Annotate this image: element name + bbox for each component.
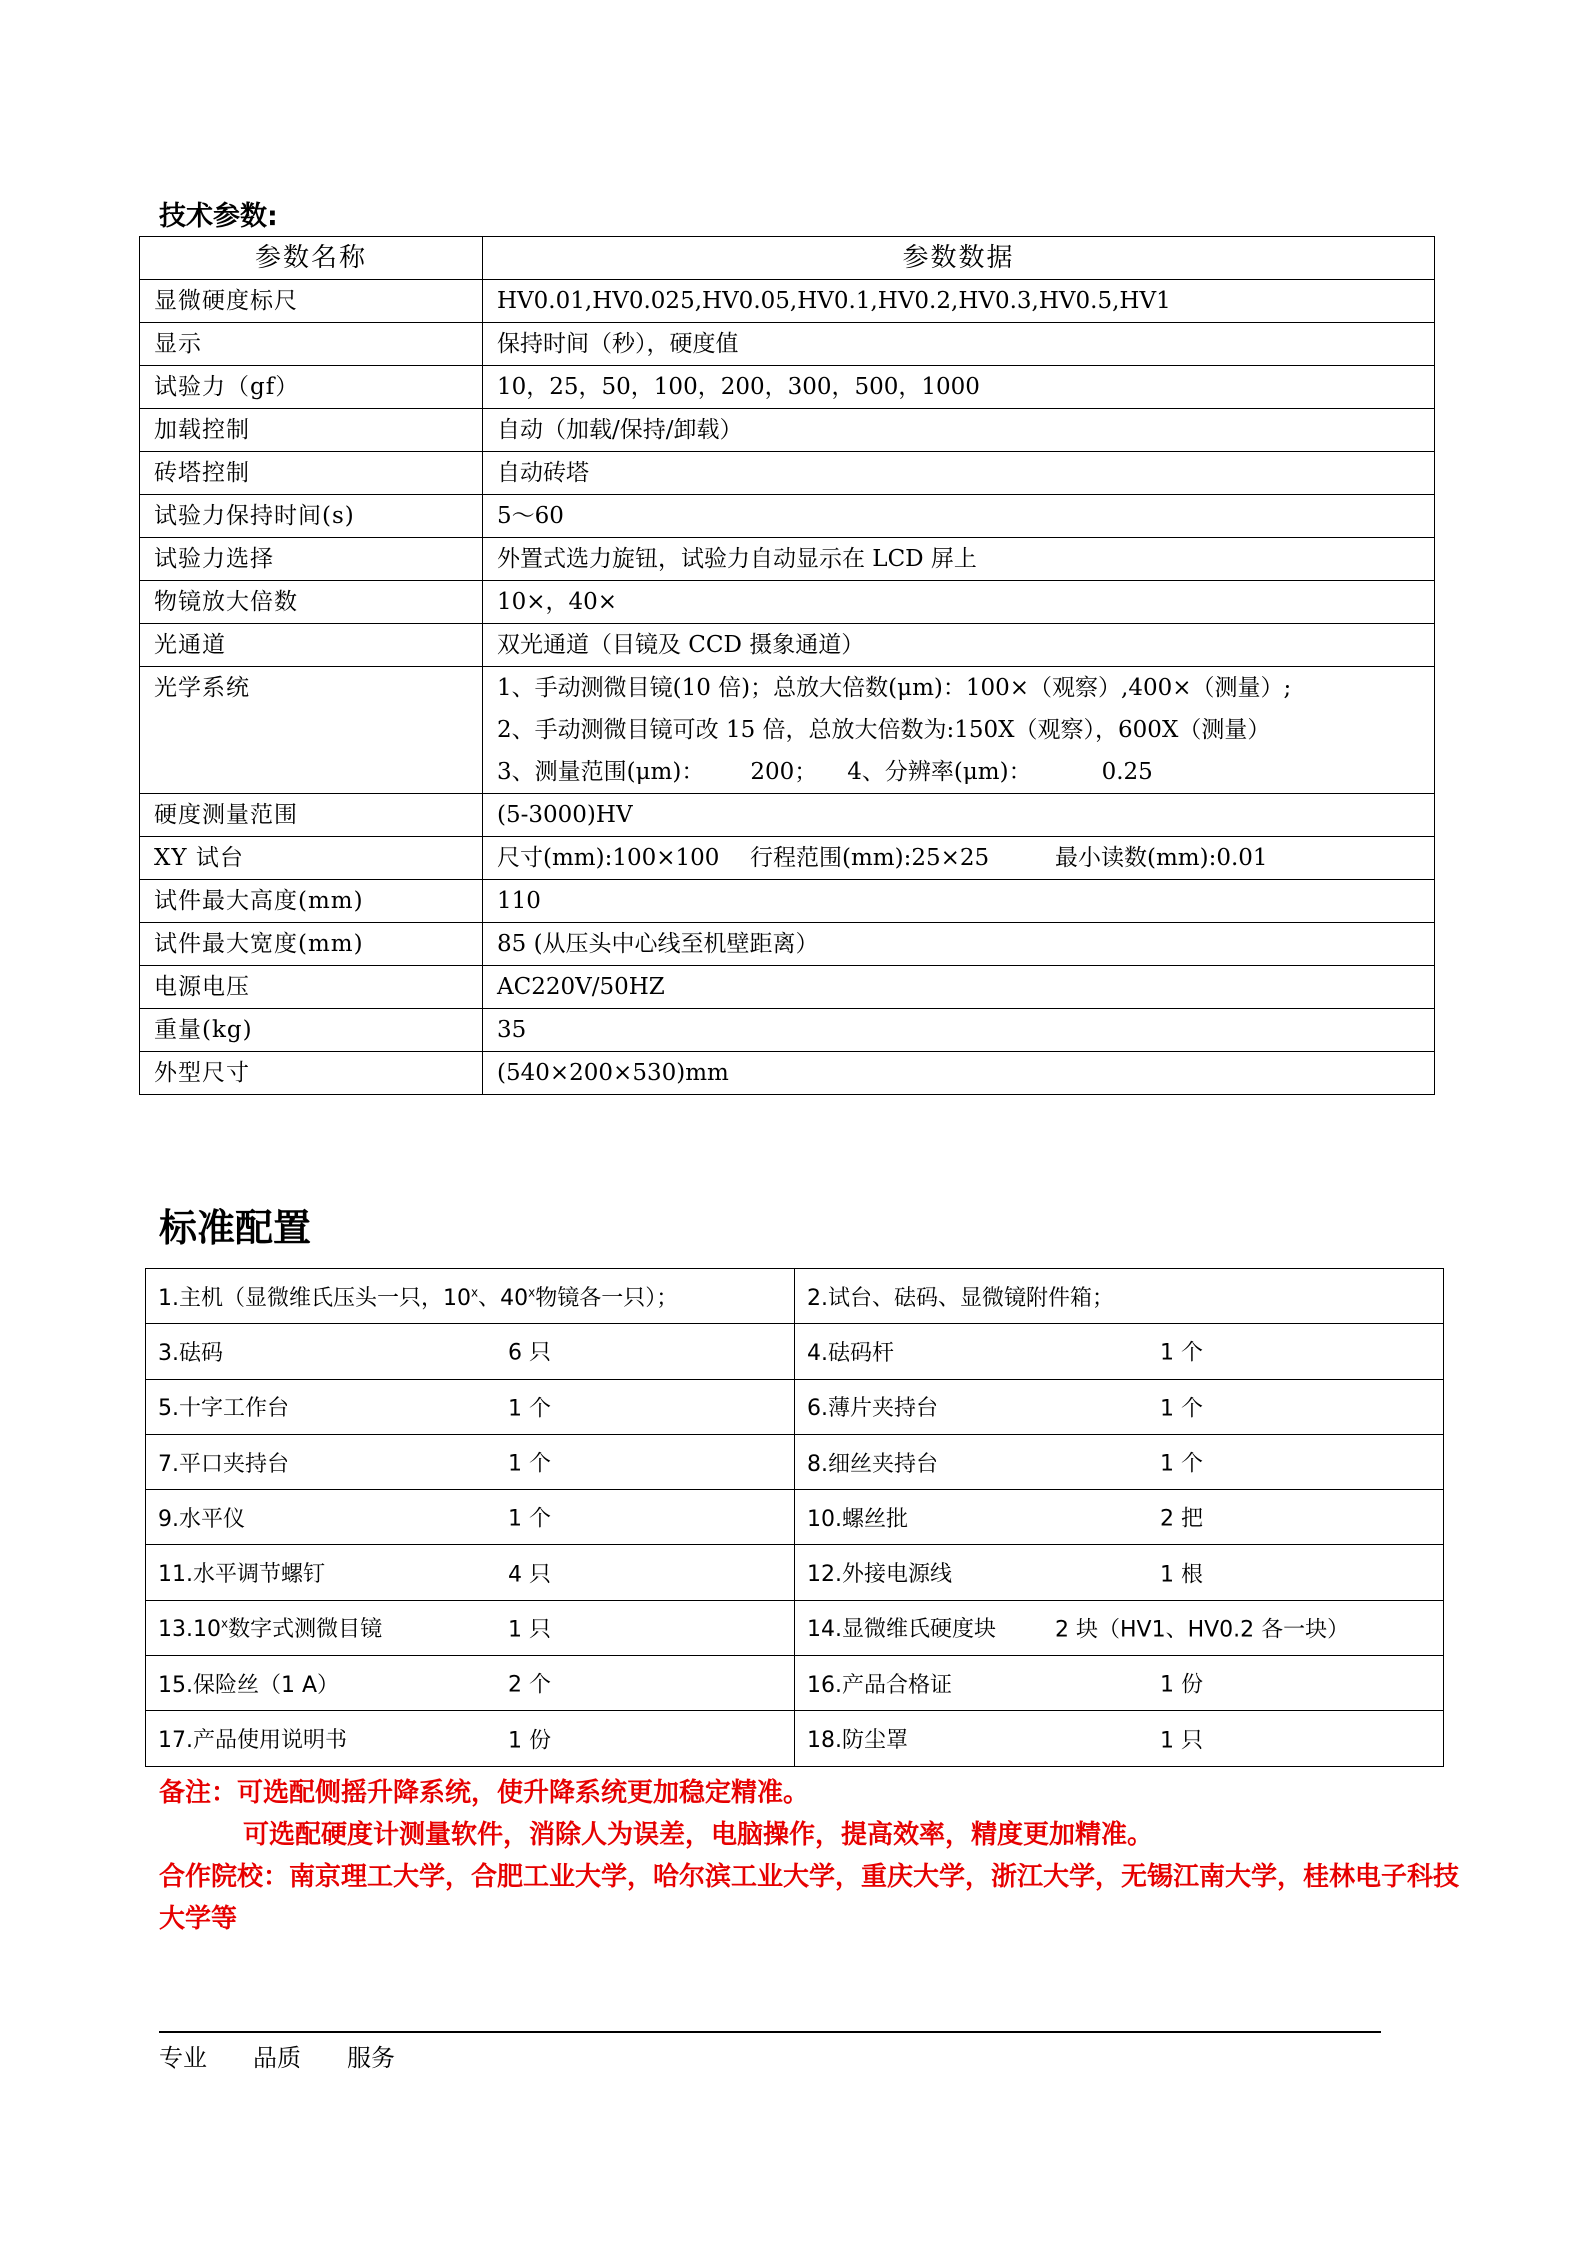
param-value: 10，25，50，100，200，300，500，1000 (483, 366, 1435, 409)
config-row (146, 1434, 1444, 1489)
config-item-1-name: 1.主机（显微维氏压头一只，10$^x$、40$^x$物镜各一只）； (158, 1285, 679, 1311)
param-name: 物镜放大倍数 (140, 581, 483, 624)
param-value: AC220V/50HZ (483, 966, 1435, 1009)
param-value: (540×200×530)mm (483, 1052, 1435, 1095)
config-item (795, 1545, 1444, 1600)
config-item-name: 16.产品合格证 (807, 1672, 952, 1698)
config-item (795, 1600, 1444, 1655)
tech-params-table (139, 236, 1435, 1095)
table-row (140, 624, 1435, 667)
config-item-qty: 1 个 (1160, 1451, 1203, 1477)
config-item-qty: 2 个 (508, 1672, 551, 1698)
config-item (146, 1379, 795, 1434)
table-row-optics (140, 667, 1435, 794)
config-item-name: 6.薄片夹持台 (807, 1396, 938, 1422)
footer-quality: 品质 (253, 2044, 301, 2072)
param-value: 保持时间（秒），硬度值 (483, 323, 1435, 366)
param-name: 显微硬度标尺 (140, 280, 483, 323)
param-value: 110 (483, 880, 1435, 923)
optics-line-1: 1、手动测微目镜(10 倍)；总放大倍数(μm)：100×（观察）,400×（测量）; (497, 675, 1292, 701)
config-item (146, 1269, 795, 1324)
config-row (146, 1545, 1444, 1600)
table-row (140, 495, 1435, 538)
table-row (140, 323, 1435, 366)
table-row (140, 452, 1435, 495)
config-item (795, 1434, 1444, 1489)
param-name: 试件最大宽度(mm) (140, 923, 483, 966)
table-row (140, 966, 1435, 1009)
xy-size: 尺寸(mm):100×100 (497, 845, 720, 871)
config-item-name: 4.砝码杆 (807, 1340, 894, 1366)
optics-line-3 (497, 751, 1420, 793)
config-item (146, 1656, 795, 1711)
config-item-qty: 1 份 (1160, 1672, 1203, 1698)
header-param-value: 参数数据 (483, 237, 1435, 280)
table-header-row (140, 237, 1435, 280)
table-row (140, 1052, 1435, 1095)
footer (159, 2038, 441, 2073)
param-value: 10×，40× (483, 581, 1435, 624)
param-name: 试验力（gf） (140, 366, 483, 409)
optics-name: 光学系统 (154, 675, 250, 701)
config-item-name: 3.砝码 (158, 1340, 223, 1366)
note-line-1: 备注：可选配侧摇升降系统，使升降系统更加稳定精准。 (159, 1778, 810, 1808)
table-row (140, 837, 1435, 880)
note-line-2: 可选配硬度计测量软件，消除人为误差，电脑操作，提高效率，精度更加精准。 (243, 1820, 1154, 1850)
config-item-qty: 1 个 (1160, 1396, 1203, 1422)
notes-section (159, 1772, 1479, 1940)
table-row (140, 880, 1435, 923)
param-name: 外型尺寸 (140, 1052, 483, 1095)
config-item-name: 9.水平仪 (158, 1506, 245, 1532)
table-row (140, 409, 1435, 452)
config-item-name: 5.十字工作台 (158, 1396, 289, 1422)
table-row (140, 581, 1435, 624)
config-row (146, 1324, 1444, 1379)
config-row (146, 1600, 1444, 1655)
param-value: 自动砖塔 (483, 452, 1435, 495)
tech-params-title: 技术参数: (159, 201, 278, 232)
param-name: 重量(kg) (140, 1009, 483, 1052)
table-row (140, 1009, 1435, 1052)
config-item-qty: 1 个 (508, 1451, 551, 1477)
partner-schools: 合作院校：南京理工大学，合肥工业大学，哈尔滨工业大学，重庆大学，浙江大学，无锡江南大学，桂林电子科技大学等 (159, 1862, 1460, 1934)
param-value: 85 (从压头中心线至机壁距离） (483, 923, 1435, 966)
param-name: 硬度测量范围 (140, 794, 483, 837)
param-value (483, 837, 1435, 880)
resolution-label: 4、分辨率(μm)： (847, 759, 1032, 785)
config-item-name: 15.保险丝（1 A） (158, 1672, 340, 1698)
config-row (146, 1269, 1444, 1324)
config-item-qty: 4 只 (508, 1562, 551, 1588)
config-item (146, 1324, 795, 1379)
config-item-name: 14.显微维氏硬度块 (807, 1617, 996, 1643)
param-value: 外置式选力旋钮，试验力自动显示在 LCD 屏上 (483, 538, 1435, 581)
config-item (795, 1490, 1444, 1545)
config-item-qty: 1 根 (1160, 1562, 1203, 1588)
table-row (140, 923, 1435, 966)
config-item (146, 1545, 795, 1600)
param-name: 试验力保持时间(s) (140, 495, 483, 538)
config-item (146, 1600, 795, 1655)
config-item-qty: 1 份 (508, 1728, 551, 1754)
footer-service: 服务 (347, 2044, 395, 2072)
param-name: 试验力选择 (140, 538, 483, 581)
param-name: 光通道 (140, 624, 483, 667)
optics-line-2: 2、手动测微目镜可改 15 倍，总放大倍数为:150X（观察），600X（测量） (497, 717, 1271, 743)
config-item (146, 1711, 795, 1766)
param-value (483, 667, 1435, 794)
standard-config-table (145, 1268, 1444, 1767)
config-item-name: 8.细丝夹持台 (807, 1451, 938, 1477)
config-item-qty: 1 个 (508, 1396, 551, 1422)
param-name: 砖塔控制 (140, 452, 483, 495)
config-item (795, 1324, 1444, 1379)
config-item (795, 1711, 1444, 1766)
param-name (140, 667, 483, 794)
config-row (146, 1711, 1444, 1766)
config-row (146, 1379, 1444, 1434)
config-item-name: 10.螺丝批 (807, 1506, 908, 1532)
config-item-name: 7.平口夹持台 (158, 1451, 289, 1477)
param-value: 自动（加载/保持/卸载） (483, 409, 1435, 452)
config-item-name: 12.外接电源线 (807, 1562, 952, 1588)
param-value: HV0.01,HV0.025,HV0.05,HV0.1,HV0.2,HV0.3,HV0.5,HV1 (483, 280, 1435, 323)
param-name: 电源电压 (140, 966, 483, 1009)
measure-range-value: 200； (750, 759, 818, 785)
config-item-name: 13.10$^x$数字式测微目镜 (158, 1617, 383, 1643)
header-param-name: 参数名称 (140, 237, 483, 280)
table-row (140, 366, 1435, 409)
config-item-qty: 1 只 (1160, 1728, 1203, 1754)
xy-reading: 最小读数(mm):0.01 (1055, 845, 1268, 871)
param-name: 加载控制 (140, 409, 483, 452)
config-item (146, 1434, 795, 1489)
resolution-value: 0.25 (1101, 759, 1153, 785)
measure-range-label: 3、测量范围(μm)： (497, 759, 705, 785)
table-row (140, 794, 1435, 837)
standard-config-title: 标准配置 (159, 1206, 312, 1250)
config-item-qty: 6 只 (508, 1340, 551, 1366)
table-row (140, 538, 1435, 581)
config-item-qty: 2 把 (1160, 1506, 1203, 1532)
config-item-name: 11.水平调节螺钉 (158, 1562, 325, 1588)
param-value: 5～60 (483, 495, 1435, 538)
footer-professional: 专业 (159, 2044, 207, 2072)
config-item-2-name: 2.试台、砝码、显微镜附件箱； (807, 1285, 1114, 1311)
config-item (795, 1379, 1444, 1434)
config-row (146, 1490, 1444, 1545)
param-name: 试件最大高度(mm) (140, 880, 483, 923)
param-name: XY 试台 (140, 837, 483, 880)
param-value: 双光通道（目镜及 CCD 摄象通道） (483, 624, 1435, 667)
config-row (146, 1656, 1444, 1711)
config-item-qty: 2 块（HV1、HV0.2 各一块） (1055, 1617, 1350, 1643)
config-item (146, 1490, 795, 1545)
param-name: 显示 (140, 323, 483, 366)
table-row (140, 280, 1435, 323)
param-value: 35 (483, 1009, 1435, 1052)
xy-travel: 行程范围(mm):25×25 (750, 845, 990, 871)
config-item-name: 18.防尘罩 (807, 1728, 908, 1754)
footer-divider (159, 2031, 1381, 2033)
config-item-qty: 1 只 (508, 1617, 551, 1643)
config-item-qty: 1 个 (1160, 1340, 1203, 1366)
config-item (795, 1656, 1444, 1711)
config-item-name: 17.产品使用说明书 (158, 1728, 347, 1754)
param-value: (5-3000)HV (483, 794, 1435, 837)
config-item (795, 1269, 1444, 1324)
config-item-qty: 1 个 (508, 1506, 551, 1532)
